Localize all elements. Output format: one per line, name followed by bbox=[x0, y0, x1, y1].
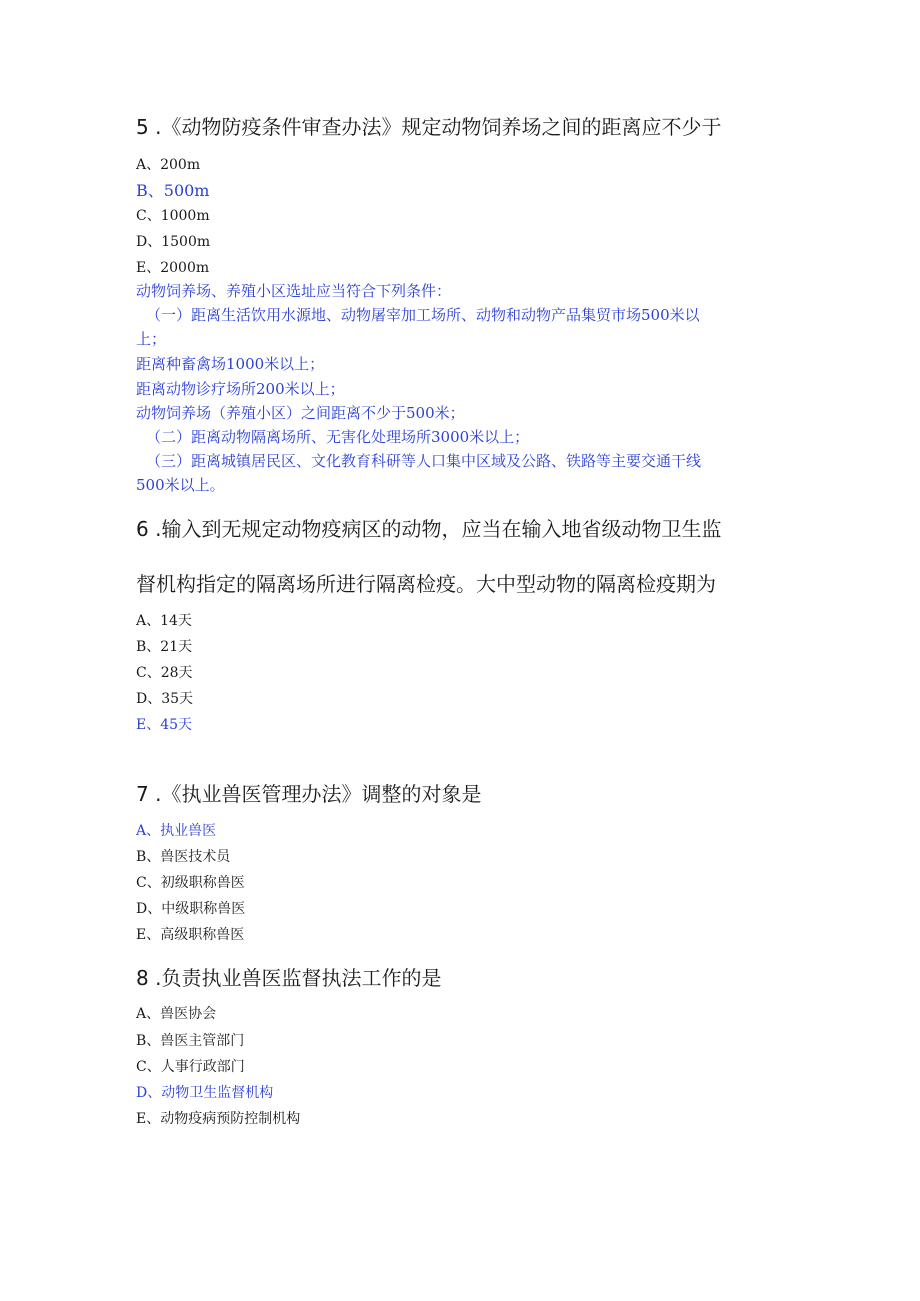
q5-explanation-line: 上； bbox=[136, 330, 167, 348]
q8-option-e: E、动物疫病预防控制机构 bbox=[136, 1111, 301, 1127]
q5-explanation-line: 500米以上。 bbox=[136, 476, 225, 494]
question-8-title: 8 .负责执业兽医监督执法工作的是 bbox=[136, 966, 442, 990]
q8-option-c: C、人事行政部门 bbox=[136, 1059, 245, 1075]
q7-option-c: C、初级职称兽医 bbox=[136, 875, 245, 891]
q7-option-d: D、中级职称兽医 bbox=[136, 901, 246, 917]
q5-explanation-line: （二）距离动物隔离场所、无害化处理场所3000米以上； bbox=[146, 428, 530, 446]
question-6-title-line1: 6 .输入到无规定动物疫病区的动物，应当在输入地省级动物卫生监 bbox=[136, 517, 722, 541]
q5-option-c: C、1000m bbox=[136, 208, 210, 224]
q5-explanation-line: 距离种畜禽场1000米以上； bbox=[136, 355, 325, 373]
q5-explanation-line: 距离动物诊疗场所200米以上； bbox=[136, 380, 345, 398]
q5-option-e: E、2000m bbox=[136, 260, 210, 276]
q8-option-d-answer: D、动物卫生监督机构 bbox=[136, 1085, 274, 1101]
q5-explanation-line: （三）距离城镇居民区、文化教育科研等人口集中区域及公路、铁路等主要交通干线 bbox=[146, 452, 702, 470]
q6-option-c: C、28天 bbox=[136, 665, 193, 681]
q5-explanation-line: 动物饲养场、养殖小区选址应当符合下列条件： bbox=[136, 282, 452, 300]
q6-option-b: B、21天 bbox=[136, 639, 193, 655]
q8-option-b: B、兽医主管部门 bbox=[136, 1033, 245, 1049]
q5-option-b-answer: B、500m bbox=[136, 181, 210, 200]
q6-option-e-answer: E、45天 bbox=[136, 717, 193, 733]
q5-explanation-line: 动物饲养场（养殖小区）之间距离不少于500米； bbox=[136, 404, 465, 422]
q7-option-e: E、高级职称兽医 bbox=[136, 927, 245, 943]
q6-option-d: D、35天 bbox=[136, 691, 194, 707]
q5-option-d: D、1500m bbox=[136, 234, 211, 250]
q7-option-b: B、兽医技术员 bbox=[136, 849, 231, 865]
question-7-title: 7 .《执业兽医管理办法》调整的对象是 bbox=[136, 782, 482, 806]
q5-explanation-line: （一）距离生活饮用水源地、动物屠宰加工场所、动物和动物产品集贸市场500米以 bbox=[146, 306, 700, 324]
question-5-title: 5 .《动物防疫条件审查办法》规定动物饲养场之间的距离应不少于 bbox=[136, 115, 722, 139]
q8-option-a: A、兽医协会 bbox=[136, 1006, 217, 1022]
question-6-title-line2: 督机构指定的隔离场所进行隔离检疫。大中型动物的隔离检疫期为 bbox=[136, 572, 716, 596]
q6-option-a: A、14天 bbox=[136, 613, 192, 629]
q5-option-a: A、200m bbox=[136, 157, 201, 173]
q7-option-a-answer: A、执业兽医 bbox=[136, 823, 217, 839]
